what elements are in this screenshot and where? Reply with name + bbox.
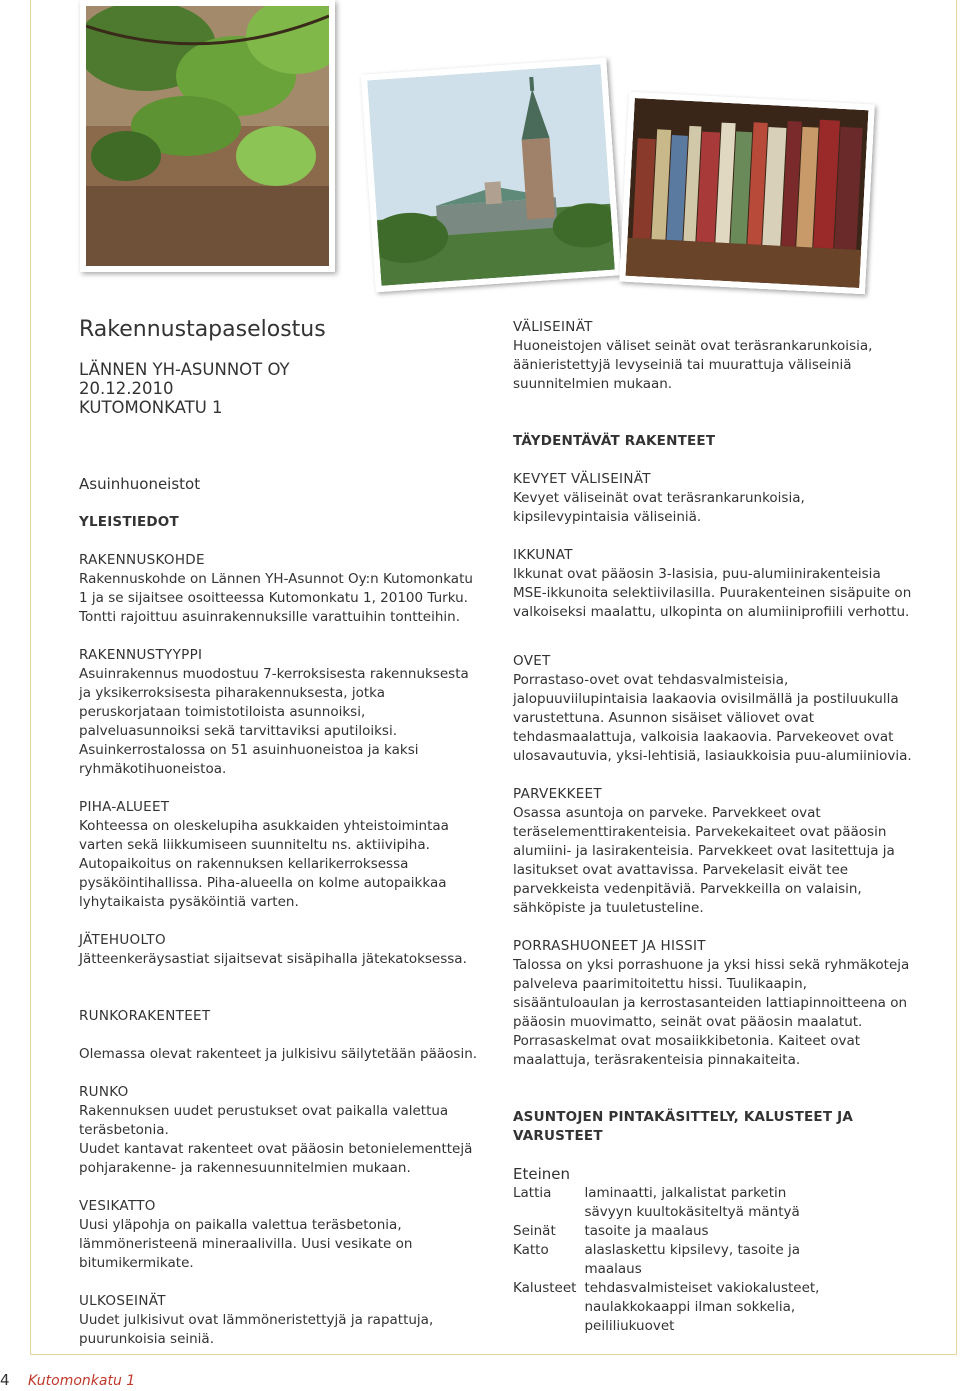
block-heading: PIHA-ALUEET (79, 799, 170, 815)
spec-value: tasoite ja maalaus (584, 1223, 709, 1239)
table-row (513, 1184, 834, 1222)
right-column (513, 318, 913, 1336)
block-heading: IKKUNAT (513, 547, 573, 563)
spec-table (513, 1184, 834, 1336)
block-heading: RUNKO (79, 1084, 129, 1100)
finish-heading: ASUNTOJEN PINTAKÄSITTELY, KALUSTEET JA VARUSTEET (513, 1109, 854, 1144)
block-heading: RAKENNUSTYYPPI (79, 647, 203, 663)
property-address: KUTOMONKATU 1 (79, 398, 223, 417)
frame-heading: RUNKORAKENTEET (79, 1008, 211, 1024)
spec-value: alaslaskettu kipsilevy, tasoite ja maalaus (584, 1242, 800, 1277)
block-text: Uudet kantavat rakenteet ovat pääosin betonielementtejä pohjarakenne- ja rakennesuunnitelmien mukaan. (79, 1141, 473, 1176)
leaves-river-photo (80, 0, 335, 272)
spec-value: tehdasvalmisteiset vakiokalusteet, naulakkokaappi ilman sokkelia, peililiukuovet (584, 1280, 820, 1334)
spec-key: Kalusteet (513, 1280, 577, 1296)
block-text: Rakennuskohde on Lännen YH-Asunnot Oy:n Kutomonkatu 1 ja se sijaitsee osoitteessa Kutomonkatu 1, 20100 Turku. Tontti rajoittuu asuinrakennuksille varattuihin tontteihin. (79, 571, 473, 625)
supplementary-heading: TÄYDENTÄVÄT RAKENTEET (513, 433, 716, 449)
spec-value: laminaatti, jalkalistat parketin sävyyn kuultokäsiteltyä mäntyä (584, 1185, 800, 1220)
document-title: Rakennustapaselostus (79, 317, 326, 342)
block-text: Huoneistojen väliset seinät ovat teräsrankarunkoisia, äänieristettyjä levyseiniä tai muurattuja väliseiniä suunnitelmien mukaan. (513, 338, 873, 392)
spec-key: Seinät (513, 1223, 556, 1239)
block-text: Ikkunat ovat pääosin 3-lasisia, puu-alumiinirakenteisia MSE-ikkunoita selektiivilasilla. Puurakenteinen sisäpuite on valkoiseksi maalattu, ulkopinta on alumiiniprofiili verhottu. (513, 566, 912, 620)
company-name: LÄNNEN YH-ASUNNOT OY (79, 360, 290, 379)
document-date: 20.12.2010 (79, 379, 174, 398)
block-text: Kohteessa on oleskelupiha asukkaiden yhteistoimintaa varten sekä liikkumiseen suunniteltu ns. aktiivipiha. Autopaikoitus on rakennuksen kellarikerroksessa pysäköintihallissa. Piha-alueella on kolme autopaikkaa lyhytaikaista pysäköintiä varten. (79, 818, 449, 910)
block-text: Uudet julkisivut ovat lämmöneristettyjä ja rapattuja, puurunkoisia seiniä. (79, 1312, 434, 1347)
block-text: Jätteenkeräysastiat sijaitsevat sisäpihalla jätekatoksessa. (79, 951, 467, 967)
left-column (79, 316, 479, 1349)
block-heading: RAKENNUSKOHDE (79, 552, 205, 568)
page-number: 4 (0, 1371, 10, 1389)
block-text: Kevyet väliseinät ovat teräsrankarunkoisia, kipsilevypintaisia väliseiniä. (513, 490, 805, 525)
cathedral-photo (361, 58, 622, 293)
block-heading: VÄLISEINÄT (513, 319, 593, 335)
block-heading: KEVYET VÄLISEINÄT (513, 471, 651, 487)
block-text: Uusi yläpohja on paikalla valettua teräsbetonia, lämmöneristeenä mineraalivilla. Uusi vesikate on bitumikermikate. (79, 1217, 413, 1271)
table-row (513, 1279, 834, 1336)
block-heading: VESIKATTO (79, 1198, 156, 1214)
block-heading: OVET (513, 653, 551, 669)
block-text: Osassa asuntoja on parveke. Parvekkeet ovat teräselementtirakenteisia. Parvekekaiteet ovat pääosin alumiini- ja lasirakenteisia. Parvekkeet ovat lasitettuja ja lasitukset ovat avattavissa. Parvekelasit eivät tee parvekkeista vedenpitäviä. Parvekkeilla on valaisin, sähköpiste ja tuuletusteline. (513, 805, 895, 916)
section-title: Asuinhuoneistot (79, 475, 201, 493)
table-row (513, 1241, 834, 1279)
block-text: Porrastaso-ovet ovat tehdasvalmisteisia, jalopuuviilupintaisia laakaovia ovisilmällä ja postiluukulla varustettuna. Asunnon sisäiset väliovet ovat tehdasmaalattuja, valkoisia laakaovia. Parvekeovet ovat ulosavautuvia, yksi-lehtisiä, lasiaukkoisia puu-alumiiniovia. (513, 672, 912, 764)
room-name: Eteinen (513, 1165, 570, 1183)
books-photo (619, 92, 875, 295)
block-text: Rakennuksen uudet perustukset ovat paikalla valettua teräsbetonia. (79, 1103, 449, 1138)
frame-intro: Olemassa olevat rakenteet ja julkisivu säilytetään pääosin. (79, 1046, 478, 1062)
block-text: Asuinrakennus muodostuu 7-kerroksisesta rakennuksesta ja yksikerroksisesta piharakennuksesta, jotka peruskorjataan toimistotiloista asunnoiksi, palveluasunnoiksi sekä tarvittaviksi aputiloiksi. Asuinkerrostalossa on 51 asuinhuoneistoa ja kaksi ryhmäkotihuoneistoa. (79, 666, 469, 777)
block-heading: JÄTEHUOLTO (79, 932, 166, 948)
general-heading: YLEISTIEDOT (79, 514, 179, 530)
block-heading: ULKOSEINÄT (79, 1293, 166, 1309)
block-heading: PORRASHUONEET JA HISSIT (513, 938, 706, 954)
block-heading: PARVEKKEET (513, 786, 602, 802)
table-row (513, 1222, 834, 1241)
spec-key: Katto (513, 1242, 549, 1258)
block-text: Talossa on yksi porrashuone ja yksi hissi sekä ryhmäkoteja palveleva paarimitoitettu hissi. Tuulikaapin, sisääntuloaulan ja kerrostasanteiden lattiapinnoitteena on pääosin muovimatto, seinät ovat pääosin maalatut. Porrasaskelmat ovat mosaiikkibetonia. Kaiteet ovat maalattuja, teräsrakenteisia pinnakaiteita. (513, 957, 910, 1068)
spec-key: Lattia (513, 1185, 552, 1201)
footer-title: Kutomonkatu 1 (28, 1373, 136, 1389)
